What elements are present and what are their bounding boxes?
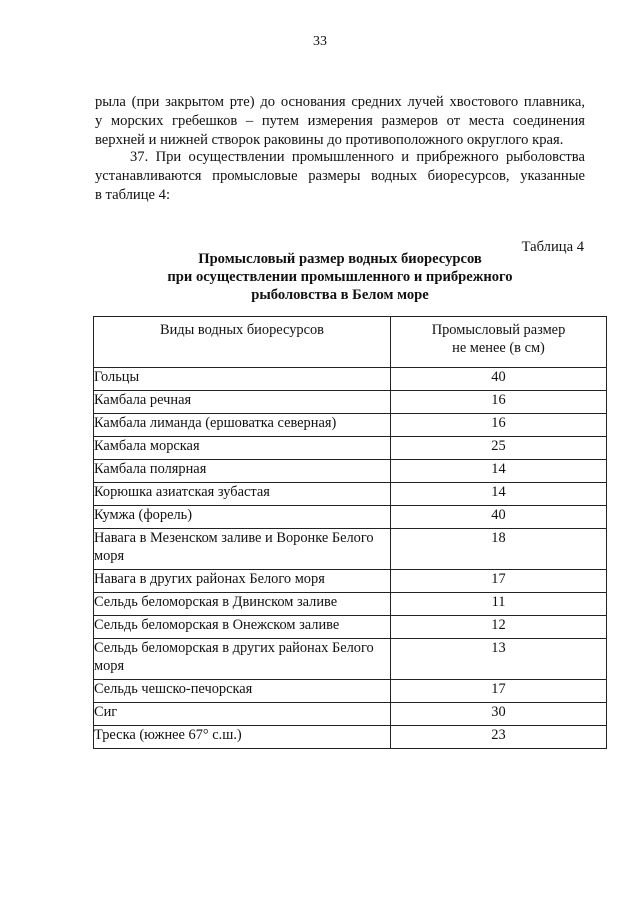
species-name: Сельдь беломорская в Онежском заливе: [94, 616, 391, 639]
paragraph-continuation: [95, 93, 585, 150]
species-name: Сельдь беломорская в Двинском заливе: [94, 593, 391, 616]
min-size-value: 23: [391, 726, 607, 749]
table-row: [94, 368, 607, 391]
table-caption: Таблица 4: [521, 239, 584, 255]
table-title-line: при осуществлении промышленного и прибрежного: [167, 269, 513, 285]
species-name: Сельдь чешско-печорская: [94, 680, 391, 703]
header-size-line: Промысловый размер: [431, 322, 566, 338]
species-name: Камбала полярная: [94, 460, 391, 483]
table-row: [94, 570, 607, 593]
species-name: Сиг: [94, 703, 391, 726]
paragraph-line: рыла (при закрытом рте) до основания средних лучей хвостового плавника,: [95, 94, 585, 110]
table-row: [94, 460, 607, 483]
paragraph-line: у морских гребешков – путем измерения размеров от места соединения: [95, 113, 585, 129]
min-size-value: 16: [391, 391, 607, 414]
header-size-line: не менее (в см): [452, 340, 545, 356]
table-row: [94, 703, 607, 726]
header-size: [391, 317, 607, 368]
min-size-value: 18: [391, 529, 607, 570]
min-size-value: 14: [391, 483, 607, 506]
species-name: Треска (южнее 67° с.ш.): [94, 726, 391, 749]
min-size-value: 40: [391, 506, 607, 529]
species-name: Навага в Мезенском заливе и Воронке Белого моря: [94, 529, 391, 570]
paragraph-line: в таблице 4:: [95, 187, 171, 203]
min-size-value: 25: [391, 437, 607, 460]
table-row: [94, 506, 607, 529]
min-size-value: 30: [391, 703, 607, 726]
paragraph-line: верхней и нижней створок раковины до противоположного округлого края.: [95, 132, 564, 148]
table-title: [95, 250, 585, 304]
min-size-value: 40: [391, 368, 607, 391]
table-row: [94, 529, 607, 570]
species-name: Навага в других районах Белого моря: [94, 570, 391, 593]
page-number: 33: [313, 34, 327, 49]
min-size-value: 13: [391, 639, 607, 680]
species-name: Камбала морская: [94, 437, 391, 460]
min-size-value: 12: [391, 616, 607, 639]
min-size-value: 11: [391, 593, 607, 616]
table-title-line: рыболовства в Белом море: [251, 287, 429, 303]
min-size-value: 14: [391, 460, 607, 483]
species-name: Кумжа (форель): [94, 506, 391, 529]
table-title-line: Промысловый размер водных биоресурсов: [198, 251, 482, 267]
species-name: Корюшка азиатская зубастая: [94, 483, 391, 506]
species-name: Гольцы: [94, 368, 391, 391]
table-row: [94, 726, 607, 749]
paragraph-item-37: [95, 148, 585, 205]
paragraph-line: устанавливаются промысловые размеры водных биоресурсов, указанные: [95, 168, 585, 184]
species-name: Камбала лиманда (ершоватка северная): [94, 414, 391, 437]
table-row: [94, 483, 607, 506]
min-size-value: 17: [391, 680, 607, 703]
table-header-row: [94, 317, 607, 368]
table-row: [94, 593, 607, 616]
min-size-value: 16: [391, 414, 607, 437]
table-row: [94, 437, 607, 460]
species-name: Камбала речная: [94, 391, 391, 414]
table-row: [94, 680, 607, 703]
paragraph-line: 37. При осуществлении промышленного и прибрежного рыболовства: [130, 149, 585, 165]
header-species: Виды водных биоресурсов: [94, 317, 391, 368]
catch-size-table: [93, 316, 607, 749]
species-name: Сельдь беломорская в других районах Белого моря: [94, 639, 391, 680]
table-row: [94, 616, 607, 639]
table-row: [94, 414, 607, 437]
table-row: [94, 639, 607, 680]
min-size-value: 17: [391, 570, 607, 593]
table-row: [94, 391, 607, 414]
